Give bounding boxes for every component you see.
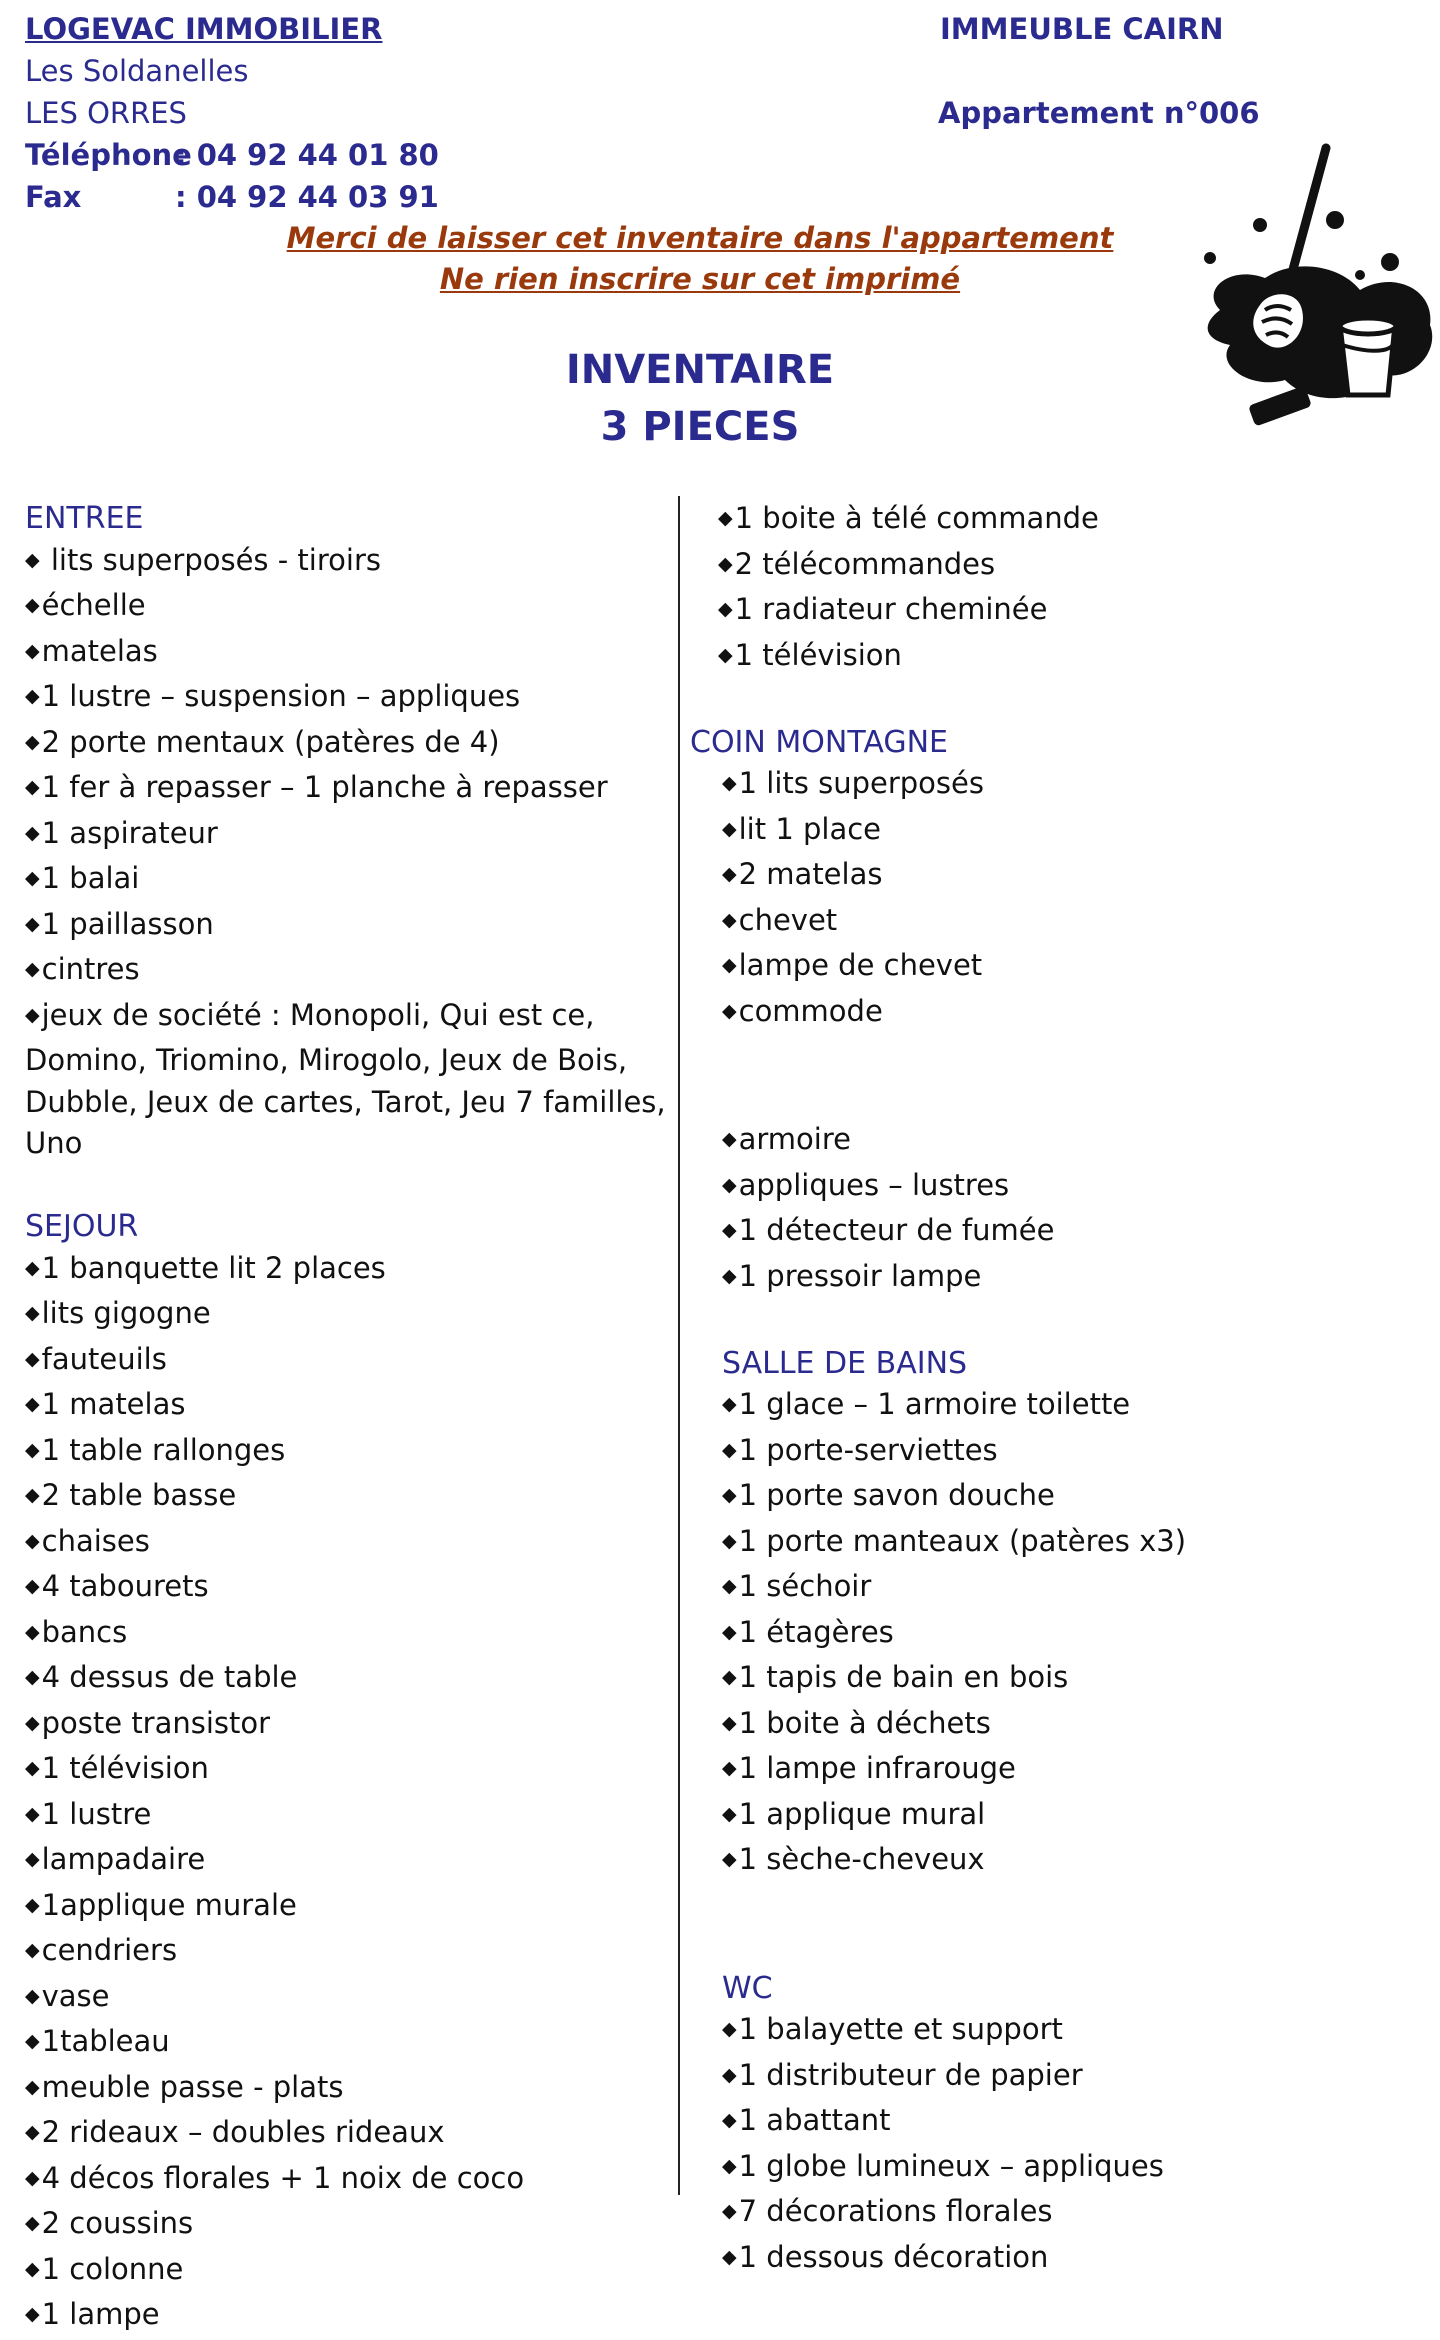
bullet-icon: ◆ [722, 1173, 737, 1196]
coin-montagne-list [690, 763, 1410, 1036]
list-item-text: 1 séchoir [738, 1569, 872, 1603]
list-item [722, 1566, 1410, 1612]
list-item-text: 1 détecteur de fumée [738, 1213, 1055, 1247]
list-item [25, 904, 670, 950]
list-item [25, 1976, 670, 2022]
bullet-icon: ◆ [25, 958, 40, 980]
list-item-text: 4 tabourets [41, 1569, 209, 1603]
list-item-text: lampe de chevet [738, 948, 983, 982]
bullet-icon: ◆ [25, 2030, 40, 2052]
apartment-number: Appartement n°006 [938, 96, 1260, 130]
list-item-text: 2 rideaux – doubles rideaux [41, 2115, 445, 2149]
notice-do-not-write: Ne rien inscrire sur cet imprimé [439, 262, 961, 296]
list-item-text: 2 matelas [738, 857, 883, 891]
list-item [722, 2009, 1410, 2055]
list-item-text: 1 colonne [41, 2251, 184, 2286]
list-item [25, 1384, 670, 1430]
list-item-text: 1 tapis de bain en bois [738, 1660, 1069, 1694]
list-item-text: 1 boite à télé commande [734, 501, 1099, 535]
bullet-icon: ◆ [25, 1848, 40, 1870]
bullet-icon: ◆ [722, 954, 737, 976]
list-item [718, 635, 1410, 681]
list-item [25, 2021, 670, 2067]
notice-leave-inventory: Merci de laisser cet inventaire dans l'appartement [286, 221, 1114, 255]
list-item [25, 1839, 670, 1885]
fax-number: : 04 92 44 03 91 [175, 180, 439, 214]
list-item-text: 1 boite à déchets [738, 1705, 991, 1740]
bullet-icon: ◆ [722, 1575, 737, 1597]
bullet-icon: ◆ [25, 776, 40, 798]
bullet-icon: ◆ [722, 2245, 737, 2268]
list-item [722, 1657, 1410, 1703]
bullet-icon: ◆ [722, 1529, 737, 1552]
list-item-text: 1 pressoir lampe [738, 1258, 982, 1293]
list-item [722, 945, 1410, 991]
sejour-list [25, 1248, 670, 2340]
bullet-icon: ◆ [722, 1711, 737, 1734]
list-item [25, 540, 670, 586]
list-item-text: bancs [41, 1614, 128, 1649]
list-item-text: matelas [41, 633, 158, 668]
phone-label: Téléphone [25, 138, 192, 172]
bullet-icon: ◆ [25, 1620, 40, 1643]
bullet-icon: ◆ [25, 1757, 40, 1779]
list-item [722, 1521, 1410, 1567]
section-heading-entree: ENTREE [25, 501, 144, 536]
list-item [25, 2249, 670, 2295]
bullet-icon: ◆ [722, 2018, 737, 2040]
list-item-text: 1tableau [41, 2024, 170, 2058]
bullet-icon: ◆ [722, 908, 737, 931]
bullet-icon: ◆ [25, 1256, 40, 1279]
bullet-icon: ◆ [25, 2212, 40, 2234]
list-item [722, 1384, 1410, 1430]
list-item [722, 1612, 1410, 1658]
bullet-icon: ◆ [25, 867, 40, 889]
list-item [722, 763, 1410, 809]
list-item-text: 1 dessous décoration [738, 2239, 1049, 2274]
list-item-text: 1 distributeur de papier [738, 2057, 1083, 2092]
right-column [690, 498, 1410, 2282]
list-item [25, 2112, 670, 2158]
list-item [25, 631, 670, 677]
list-item-text: 1 abattant [738, 2103, 891, 2137]
bullet-icon: ◆ [718, 507, 733, 529]
list-item-text: 1 sèche-cheveux [738, 1842, 985, 1876]
bullet-icon: ◆ [722, 817, 737, 840]
list-item-text: 1 balai [41, 861, 140, 895]
sejour-continued-list [690, 498, 1410, 680]
left-column [25, 498, 670, 2340]
list-item-text: 1 globe lumineux – appliques [738, 2148, 1164, 2183]
list-item-text: 1 banquette lit 2 places [41, 1250, 386, 1285]
list-item-text: 1 lits superposés [738, 766, 984, 800]
bullet-icon: ◆ [25, 1666, 40, 1688]
list-item [25, 1248, 670, 1294]
list-item-text: appliques – lustres [738, 1167, 1010, 1202]
list-item [718, 544, 1410, 590]
page-title: INVENTAIRE [565, 347, 835, 393]
list-item-text: 1applique murale [41, 1887, 297, 1922]
list-item-text: 1 porte-serviettes [738, 1432, 998, 1467]
bullet-icon: ◆ [722, 1484, 737, 1506]
agency-address-2: LES ORRES [25, 96, 187, 130]
bullet-icon: ◆ [722, 1620, 737, 1643]
coin-montagne-list-continued [690, 1119, 1410, 1301]
list-item [25, 2067, 670, 2113]
list-item-text: commode [738, 993, 883, 1028]
list-item [718, 589, 1410, 635]
column-divider [678, 496, 680, 2195]
bullet-icon: ◆ [722, 863, 737, 885]
list-item-text: 1 applique mural [738, 1796, 986, 1831]
list-item-games: ◆jeux de société : Monopoli, Qui est ce, Domino, Triomino, Mirogolo, Jeux de Bois, Dubble, Jeux de cartes, Tarot, Jeu 7 familles, Uno [25, 997, 666, 1160]
list-item [722, 2191, 1410, 2237]
list-item-text: 2 télécommandes [734, 546, 996, 581]
list-item-text: poste transistor [41, 1705, 271, 1740]
bullet-icon: ◆ [25, 2166, 40, 2189]
list-item [722, 1210, 1410, 1256]
salle-de-bains-list [690, 1384, 1410, 1885]
bullet-icon: ◆ [722, 1757, 737, 1779]
bullet-icon: ◆ [25, 1802, 40, 1825]
page-subtitle: 3 PIECES [600, 404, 800, 450]
list-item-text: lits gigogne [41, 1296, 211, 1330]
bullet-icon: ◆ [25, 1529, 40, 1552]
list-item [25, 1430, 670, 1476]
list-item [722, 1839, 1410, 1885]
list-item [722, 1430, 1410, 1476]
list-item-text: 1 paillasson [41, 906, 214, 941]
list-item [25, 1703, 670, 1749]
bullet-icon: ◆ [25, 1003, 40, 1026]
bullet-icon: ◆ [25, 1347, 40, 1370]
bullet-icon: ◆ [722, 2109, 737, 2131]
list-item [25, 1794, 670, 1840]
list-item [25, 767, 670, 813]
list-item [25, 1521, 670, 1567]
list-item-text: lit 1 place [738, 811, 882, 846]
list-item-text: 1 étagères [738, 1614, 894, 1649]
list-item-text: 2 table basse [41, 1478, 237, 1512]
list-item-text: 1 lampe [41, 2297, 160, 2331]
bullet-icon: ◆ [25, 821, 40, 844]
list-item [722, 854, 1410, 900]
list-item [722, 1119, 1410, 1165]
list-item-text: 1 lustre [41, 1796, 152, 1831]
list-item-text: fauteuils [41, 1341, 167, 1376]
bullet-icon: ◆ [722, 1666, 737, 1688]
bullet-icon: ◆ [25, 685, 40, 707]
list-item [25, 949, 670, 995]
list-item [722, 2237, 1410, 2283]
list-item [25, 1748, 670, 1794]
bullet-icon: ◆ [25, 2257, 40, 2280]
building-name: IMMEUBLE CAIRN [940, 12, 1224, 46]
bullet-icon: ◆ [25, 1939, 40, 1961]
bullet-icon: ◆ [722, 1848, 737, 1870]
entree-list [25, 540, 670, 995]
list-item [722, 1256, 1410, 1302]
list-item-text: 1 télévision [41, 1751, 209, 1785]
list-item-text: lits superposés - tiroirs [41, 542, 381, 577]
list-item [722, 900, 1410, 946]
bullet-icon: ◆ [25, 1893, 40, 1916]
list-item-text: 1 balayette et support [738, 2012, 1063, 2046]
list-item [25, 1339, 670, 1385]
bullet-icon: ◆ [722, 772, 737, 794]
bullet-icon: ◆ [25, 1575, 40, 1597]
list-item-text: 1 télévision [734, 637, 902, 672]
bullet-icon: ◆ [722, 2063, 737, 2086]
phone-number: : 04 92 44 01 80 [175, 138, 439, 172]
bullet-icon: ◆ [25, 2075, 40, 2098]
list-item [722, 809, 1410, 855]
list-item [25, 1566, 670, 1612]
section-heading-salle-de-bains: SALLE DE BAINS [722, 1345, 968, 1381]
list-item-text: vase [41, 1978, 110, 2013]
bullet-icon: ◆ [25, 730, 40, 753]
list-item-text: 1 radiateur cheminée [734, 592, 1048, 626]
list-item [25, 676, 670, 722]
list-item [722, 1748, 1410, 1794]
list-item-text: 2 porte mentaux (patères de 4) [41, 724, 500, 759]
list-item-text: chevet [738, 902, 838, 937]
list-item-text: 1 aspirateur [41, 815, 218, 850]
agency-address-1: Les Soldanelles [25, 54, 249, 88]
bullet-icon: ◆ [25, 594, 40, 616]
list-item [722, 1703, 1410, 1749]
list-item-text: meuble passe - plats [41, 2069, 344, 2104]
bullet-icon: ◆ [722, 1802, 737, 1825]
bullet-icon: ◆ [722, 999, 737, 1022]
list-item-text: lampadaire [41, 1842, 206, 1876]
bullet-icon: ◆ [722, 2154, 737, 2177]
list-item [25, 722, 670, 768]
list-item-text: 1 porte savon douche [738, 1478, 1055, 1512]
list-item [25, 1293, 670, 1339]
fax-label: Fax [25, 180, 82, 214]
section-heading-coin-montagne: COIN MONTAGNE [690, 724, 948, 760]
bullet-icon: ◆ [722, 1438, 737, 1461]
list-item-text: 1 lustre – suspension – appliques [41, 679, 521, 713]
list-item [25, 1657, 670, 1703]
bullet-icon: ◆ [25, 1984, 40, 2007]
list-item-text: échelle [41, 588, 146, 622]
list-item-text: armoire [738, 1122, 851, 1156]
bullet-icon: ◆ [722, 2200, 737, 2222]
list-item [722, 1794, 1410, 1840]
list-item [25, 1612, 670, 1658]
bullet-icon: ◆ [25, 1438, 40, 1461]
list-item [25, 1930, 670, 1976]
bullet-icon: ◆ [25, 2303, 40, 2325]
bullet-icon: ◆ [25, 639, 40, 662]
bullet-icon: ◆ [718, 552, 733, 575]
section-heading-wc: WC [722, 1970, 773, 2006]
cleaning-logo-icon [1190, 140, 1440, 450]
list-item [25, 813, 670, 859]
list-item [25, 585, 670, 631]
list-item [25, 1475, 670, 1521]
list-item-text: cendriers [41, 1933, 178, 1967]
section-heading-sejour: SEJOUR [25, 1209, 139, 1244]
list-item-text: 4 décos florales + 1 noix de coco [41, 2160, 525, 2195]
list-item-text: 2 coussins [41, 2206, 194, 2240]
list-item-text: 1 fer à repasser – 1 planche à repasser [41, 770, 608, 804]
list-item-text: chaises [41, 1523, 150, 1558]
list-item-text: 1 porte manteaux (patères x3) [738, 1523, 1187, 1558]
bullet-icon: ◆ [25, 1302, 40, 1324]
bullet-icon: ◆ [722, 1128, 737, 1150]
agency-name: LOGEVAC IMMOBILIER [25, 12, 383, 46]
list-item-text: 4 dessus de table [41, 1660, 298, 1694]
list-item [25, 858, 670, 904]
bullet-icon: ◆ [722, 1264, 737, 1287]
bullet-icon: ◆ [25, 1711, 40, 1734]
bullet-icon: ◆ [25, 548, 40, 571]
bullet-icon: ◆ [718, 598, 733, 620]
bullet-icon: ◆ [722, 1393, 737, 1415]
list-item-text: 7 décorations florales [738, 2194, 1053, 2228]
bullet-icon: ◆ [718, 643, 733, 666]
bullet-icon: ◆ [25, 912, 40, 935]
list-item-text: 1 lampe infrarouge [738, 1751, 1016, 1785]
list-item [722, 2100, 1410, 2146]
list-item [718, 498, 1410, 544]
list-item [25, 2203, 670, 2249]
list-item-text: 1 table rallonges [41, 1432, 286, 1467]
list-item-text: 1 glace – 1 armoire toilette [738, 1387, 1131, 1421]
list-item [25, 2158, 670, 2204]
list-item-text: 1 matelas [41, 1387, 186, 1421]
wc-list [690, 2009, 1410, 2282]
bullet-icon: ◆ [25, 1484, 40, 1506]
bullet-icon: ◆ [722, 1219, 737, 1241]
bullet-icon: ◆ [25, 1393, 40, 1415]
list-item [25, 2294, 670, 2340]
list-item [25, 1885, 670, 1931]
list-item-text: cintres [41, 952, 140, 986]
list-item [722, 2146, 1410, 2192]
bullet-icon: ◆ [25, 2121, 40, 2143]
list-item [722, 1165, 1410, 1211]
list-item [722, 1475, 1410, 1521]
list-item [722, 2055, 1410, 2101]
list-item [722, 991, 1410, 1037]
